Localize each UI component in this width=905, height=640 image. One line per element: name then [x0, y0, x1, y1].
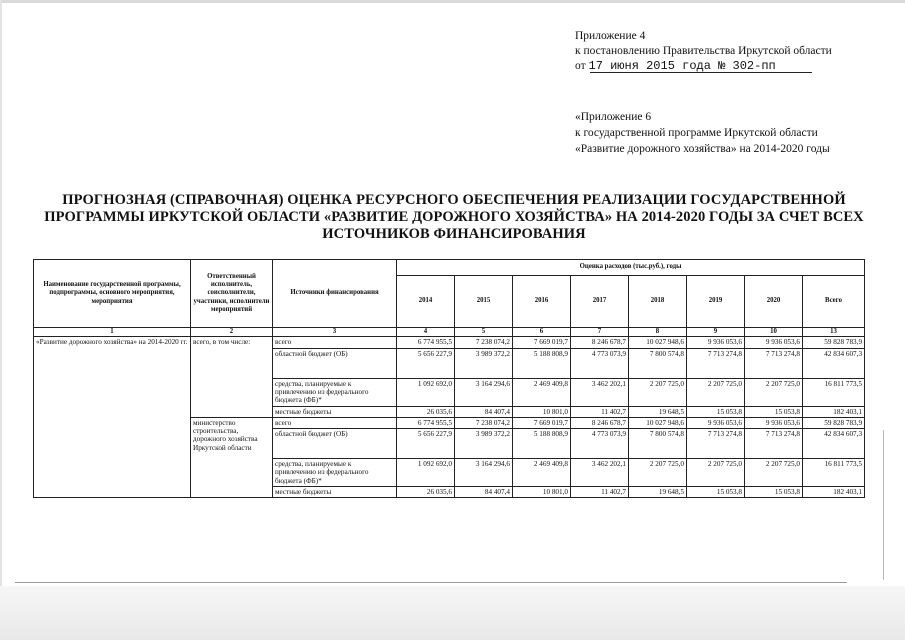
column-number: 1 [34, 328, 191, 337]
value-cell: 11 402,7 [571, 487, 629, 498]
value-cell: 26 035,6 [397, 406, 455, 417]
source-cell: всего [273, 337, 397, 348]
value-cell: 7 713 274,8 [687, 348, 745, 378]
value-cell: 3 164 294,6 [455, 459, 513, 487]
scan-edge-right [883, 430, 884, 580]
source-cell: областной бюджет (ОБ) [273, 348, 397, 378]
column-number: 3 [273, 328, 397, 337]
value-cell: 9 936 053,6 [745, 337, 803, 348]
value-cell: 7 669 019,7 [513, 417, 571, 428]
value-cell: 7 713 274,8 [745, 429, 803, 459]
appendix-6-line3: «Развитие дорожного хозяйства» на 2014-2020 годы [575, 143, 830, 155]
value-cell: 15 053,8 [687, 487, 745, 498]
value-cell: 9 936 053,6 [745, 417, 803, 428]
appendix-4-date-prefix: от [575, 60, 586, 72]
document-title: ПРОГНОЗНАЯ (СПРАВОЧНАЯ) ОЦЕНКА РЕСУРСНОГО ОБЕСПЕЧЕНИЯ РЕАЛИЗАЦИИ ГОСУДАРСТВЕННОЙ ПРОГРАММЫ ИРКУТСКОЙ ОБЛАСТИ «РАЗВИТИЕ ДОРОЖНОГО ХОЗЯЙСТВА» НА 2014-2020 ГОДЫ ЗА СЧЕТ ВСЕХ ИСТОЧНИКОВ ФИНАНСИРОВАНИЯ [44, 192, 864, 242]
source-cell: средства, планируемые к привлечению из федерального бюджета (ФБ)* [273, 459, 397, 487]
value-cell: 10 801,0 [513, 487, 571, 498]
value-cell: 7 238 074,2 [455, 337, 513, 348]
scan-edge-top [0, 0, 905, 3]
header-year: 2014 [397, 276, 455, 328]
value-cell: 7 669 019,7 [513, 337, 571, 348]
value-cell: 84 407,4 [455, 406, 513, 417]
program-name-cell: «Развитие дорожного хозяйства» на 2014-2020 гг. [34, 337, 191, 498]
source-cell: всего [273, 417, 397, 428]
value-cell: 2 207 725,0 [629, 378, 687, 406]
value-cell: 2 469 409,8 [513, 459, 571, 487]
column-number: 2 [191, 328, 273, 337]
appendix-6-line1: «Приложение 6 [575, 111, 652, 123]
column-number: 6 [513, 328, 571, 337]
value-cell: 15 053,8 [687, 406, 745, 417]
header-year: 2019 [687, 276, 745, 328]
value-cell: 84 407,4 [455, 487, 513, 498]
resource-estimate-table [33, 259, 865, 498]
value-cell: 9 936 053,6 [687, 417, 745, 428]
value-cell: 3 462 202,1 [571, 378, 629, 406]
value-cell: 5 188 808,9 [513, 429, 571, 459]
appendix-4-line2: к постановлению Правительства Иркутской области [575, 45, 832, 57]
column-number-row [34, 328, 865, 337]
value-cell: 4 773 073,9 [571, 429, 629, 459]
column-number: 10 [745, 328, 803, 337]
value-cell: 15 053,8 [745, 487, 803, 498]
value-cell: 15 053,8 [745, 406, 803, 417]
value-cell: 10 801,0 [513, 406, 571, 417]
table-row [34, 337, 865, 348]
header-year: 2020 [745, 276, 803, 328]
value-cell: 2 207 725,0 [745, 378, 803, 406]
appendix-4-line3 [575, 59, 776, 73]
header-year: 2018 [629, 276, 687, 328]
value-cell: 7 713 274,8 [745, 348, 803, 378]
value-cell: 7 800 574,8 [629, 429, 687, 459]
header-program-name: Наименование государственной программы, подпрограммы, основного мероприятия, мероприятия [34, 260, 191, 328]
value-cell: 7 238 074,2 [455, 417, 513, 428]
value-cell: 1 092 692,0 [397, 378, 455, 406]
value-cell: 3 462 202,1 [571, 459, 629, 487]
value-cell: 19 648,5 [629, 487, 687, 498]
source-cell: средства, планируемые к привлечению из федерального бюджета (ФБ)* [273, 378, 397, 406]
total-cell: 16 811 773,5 [803, 459, 865, 487]
header-year: 2015 [455, 276, 513, 328]
value-cell: 11 402,7 [571, 406, 629, 417]
value-cell: 9 936 053,6 [687, 337, 745, 348]
value-cell: 5 188 808,9 [513, 348, 571, 378]
source-cell: областной бюджет (ОБ) [273, 429, 397, 459]
appendix-4-date-value: 17 июня 2015 года № 302-пп [588, 59, 776, 73]
header-total: Всего [803, 276, 865, 328]
value-cell: 2 207 725,0 [745, 459, 803, 487]
value-cell: 3 989 372,2 [455, 348, 513, 378]
total-cell: 182 403,1 [803, 487, 865, 498]
value-cell: 2 207 725,0 [629, 459, 687, 487]
column-number: 5 [455, 328, 513, 337]
column-number: 13 [803, 328, 865, 337]
header-sources: Источники финансирования [273, 260, 397, 328]
value-cell: 2 469 409,8 [513, 378, 571, 406]
value-cell: 6 774 955,5 [397, 417, 455, 428]
scan-shadow [0, 586, 905, 640]
scan-bottom-line [15, 582, 847, 583]
value-cell: 2 207 725,0 [687, 459, 745, 487]
value-cell: 5 656 227,9 [397, 348, 455, 378]
header-row-1 [34, 260, 865, 276]
scan-edge-left [0, 0, 2, 640]
value-cell: 2 207 725,0 [687, 378, 745, 406]
total-cell: 42 834 607,3 [803, 348, 865, 378]
value-cell: 10 027 948,6 [629, 417, 687, 428]
value-cell: 6 774 955,5 [397, 337, 455, 348]
table-body [34, 260, 865, 498]
value-cell: 10 027 948,6 [629, 337, 687, 348]
value-cell: 3 164 294,6 [455, 378, 513, 406]
value-cell: 1 092 692,0 [397, 459, 455, 487]
source-cell: местные бюджеты [273, 487, 397, 498]
column-number: 8 [629, 328, 687, 337]
value-cell: 7 713 274,8 [687, 429, 745, 459]
column-number: 4 [397, 328, 455, 337]
total-cell: 182 403,1 [803, 406, 865, 417]
responsible-cell: министерство строительства, дорожного хозяйства Иркутской области [191, 417, 273, 498]
total-cell: 42 834 607,3 [803, 429, 865, 459]
value-cell: 5 656 227,9 [397, 429, 455, 459]
header-responsible: Ответственный исполнитель, соисполнители, участники, исполнители мероприятий [191, 260, 273, 328]
value-cell: 8 246 678,7 [571, 417, 629, 428]
value-cell: 19 648,5 [629, 406, 687, 417]
column-number: 7 [571, 328, 629, 337]
appendix-4-line1: Приложение 4 [575, 30, 646, 42]
source-cell: местные бюджеты [273, 406, 397, 417]
value-cell: 26 035,6 [397, 487, 455, 498]
date-underline [590, 72, 812, 73]
header-estimate: Оценка расходов (тыс.руб.), годы [397, 260, 865, 276]
column-number: 9 [687, 328, 745, 337]
value-cell: 3 989 372,2 [455, 429, 513, 459]
total-cell: 59 828 783,9 [803, 417, 865, 428]
header-year: 2016 [513, 276, 571, 328]
total-cell: 16 811 773,5 [803, 378, 865, 406]
header-year: 2017 [571, 276, 629, 328]
value-cell: 7 800 574,8 [629, 348, 687, 378]
responsible-cell: всего, в том числе: [191, 337, 273, 418]
appendix-6-line2: к государственной программе Иркутской области [575, 127, 818, 139]
value-cell: 8 246 678,7 [571, 337, 629, 348]
total-cell: 59 828 783,9 [803, 337, 865, 348]
value-cell: 4 773 073,9 [571, 348, 629, 378]
